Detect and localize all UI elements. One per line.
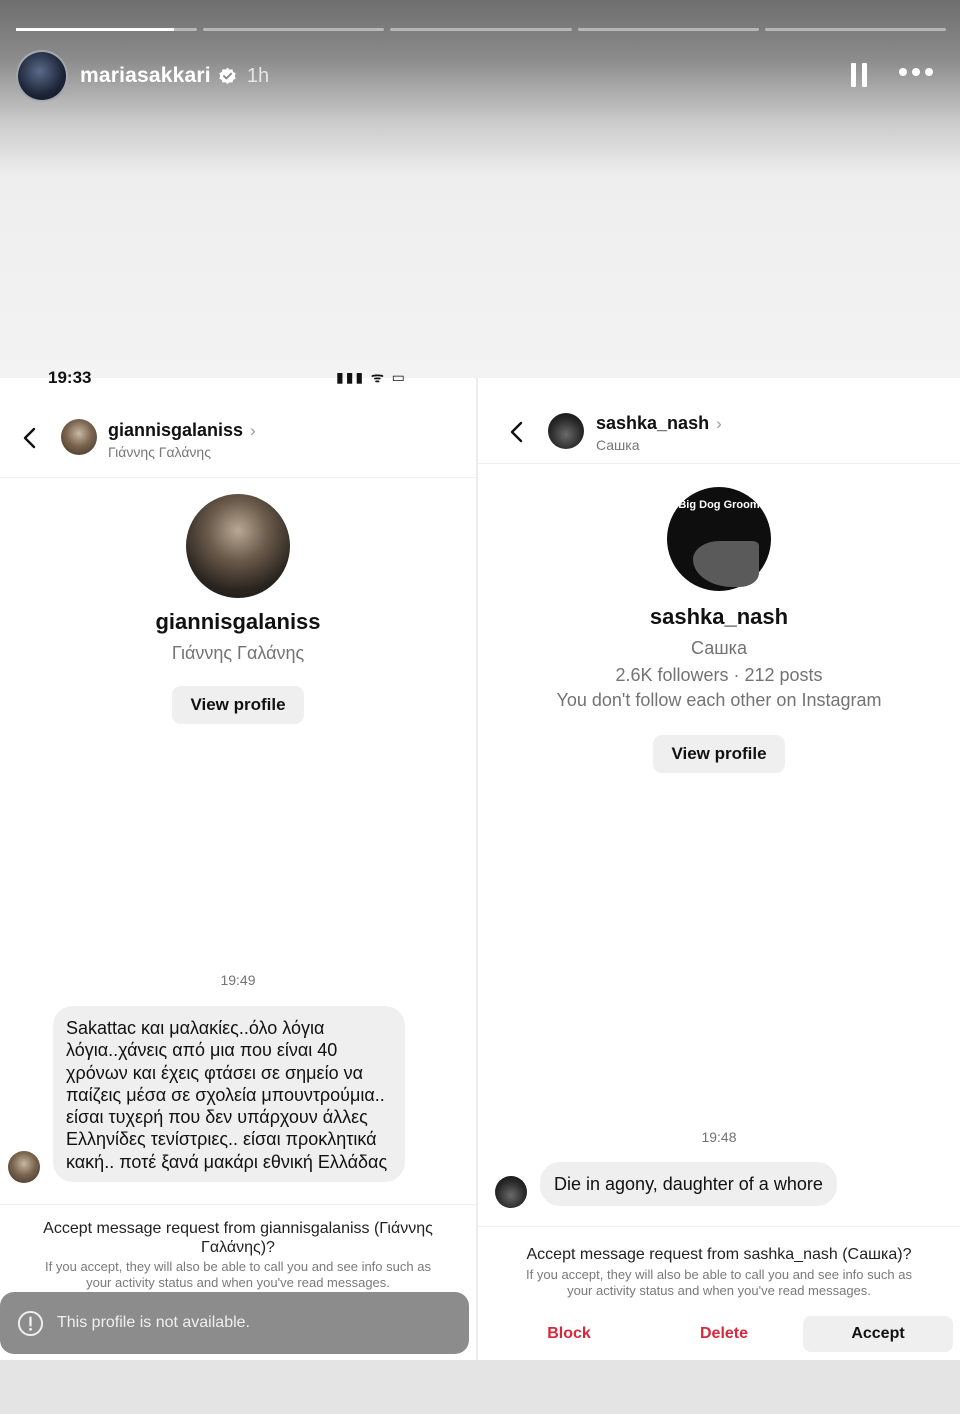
chevron-right-icon: › [716,413,722,433]
view-profile-button[interactable]: View profile [653,735,784,773]
profile-fullname: Γιάννης Γαλάνης [171,643,305,663]
status-bar-time: 19:33 [48,368,92,387]
request-title-line: Γαλάνης)? [201,1239,275,1256]
right-dm-screenshot [478,378,960,1360]
chat-header-title[interactable] [108,420,256,460]
request-info-line: your activity status and when you've read messages. [86,1275,390,1290]
message-request-prompt [478,1226,960,1299]
chat-header-fullname: Γιάννης Γαλάνης [108,444,211,460]
message-bubble[interactable] [53,1006,405,1182]
delete-button[interactable]: Delete [699,1325,749,1342]
profile-card [0,494,476,724]
back-arrow-icon[interactable] [22,427,36,449]
request-title: Accept message request from sashka_nash (Сашка)? [526,1246,912,1263]
chat-header-title[interactable] [596,413,722,453]
profile-username: giannisgalaniss [155,609,321,634]
story-progress-fill [16,28,174,31]
chat-header-username[interactable]: sashka_nash [596,413,710,433]
profile-stats: 2.6K followers · 212 posts [615,665,823,685]
left-dm-screenshot [0,368,476,1360]
status-bar [0,370,476,386]
request-info-line: If you accept, they will also be able to call you and see info such as [45,1259,431,1274]
message-text: Die in agony, daughter of a whore [554,1174,823,1194]
more-options-icon[interactable] [899,68,933,76]
chat-header [0,396,476,478]
follow-status: You don't follow each other on Instagram [556,690,882,710]
story-progress-segment [203,28,384,31]
request-info-line: If you accept, they will also be able to call you and see info such as [526,1267,912,1282]
avatar [495,1176,527,1208]
pause-icon[interactable] [851,63,867,87]
profile-avatar[interactable] [186,494,290,598]
story-progress-bar [16,28,946,31]
alert-circle-icon [17,1310,44,1337]
avatar[interactable] [548,413,584,449]
chat-header-fullname: Сашка [596,437,640,453]
story-author-avatar[interactable] [16,50,68,102]
story-header [0,0,960,378]
message-line: είσαι τυχερή που δεν υπάρχουν άλλες [66,1107,368,1128]
avatar[interactable] [61,419,97,455]
avatar-logo-text: Big Dog Groom [678,499,760,511]
story-progress-segment [578,28,759,31]
avatar [8,1151,40,1183]
accept-button[interactable]: Accept [803,1316,953,1352]
request-title-line: Accept message request from giannisgalaniss (Γιάννης [43,1220,433,1237]
chat-header [478,382,960,464]
profile-fullname: Сашка [691,638,747,658]
story-progress-segment [765,28,946,31]
message-request-prompt [0,1204,476,1291]
bottom-area [0,1360,960,1414]
message-line: Ελληνίδες τενίστριες.. είσαι προκλητικά [66,1129,377,1150]
view-profile-button[interactable]: View profile [172,686,303,724]
message-bubble[interactable] [540,1162,837,1206]
signal-wifi-battery-icon: ▮▮▮ ᯤ ▭ [336,369,407,385]
message-line: παίζεις μέσα σε σχολεία μπουντρούμια.. [66,1084,385,1105]
profile-card [478,487,960,773]
toast-text: This profile is not available. [57,1314,250,1331]
story-timestamp: 1h [246,64,270,87]
story-author[interactable] [16,50,269,102]
chat-header-username[interactable]: giannisgalaniss [108,420,244,440]
toast-notification [0,1292,469,1354]
profile-avatar[interactable] [667,487,771,591]
profile-username: sashka_nash [649,604,789,629]
request-actions [478,1316,960,1352]
story-author-username[interactable]: mariasakkari [80,64,211,87]
request-info-line: your activity status and when you've read messages. [567,1283,871,1298]
story-progress-segment [390,28,571,31]
story-progress-segment [16,28,197,31]
message-line: Sakattac και μαλακίες..όλο λόγια [66,1018,325,1038]
message-line: λόγια..χάνεις από μια που είναι 40 [66,1040,338,1061]
message-line: κακή.. ποτέ ξανά μακάρι εθνική Ελλάδας [66,1151,388,1172]
message-timestamp: 19:49 [220,972,256,988]
block-button[interactable]: Block [547,1325,591,1342]
verified-badge-icon [218,67,237,86]
back-arrow-icon[interactable] [509,421,523,443]
message-timestamp: 19:48 [701,1129,737,1145]
chevron-right-icon: › [250,420,256,440]
message-line: χρόνων και έχεις φτάσει σε σημείο να [66,1062,363,1083]
